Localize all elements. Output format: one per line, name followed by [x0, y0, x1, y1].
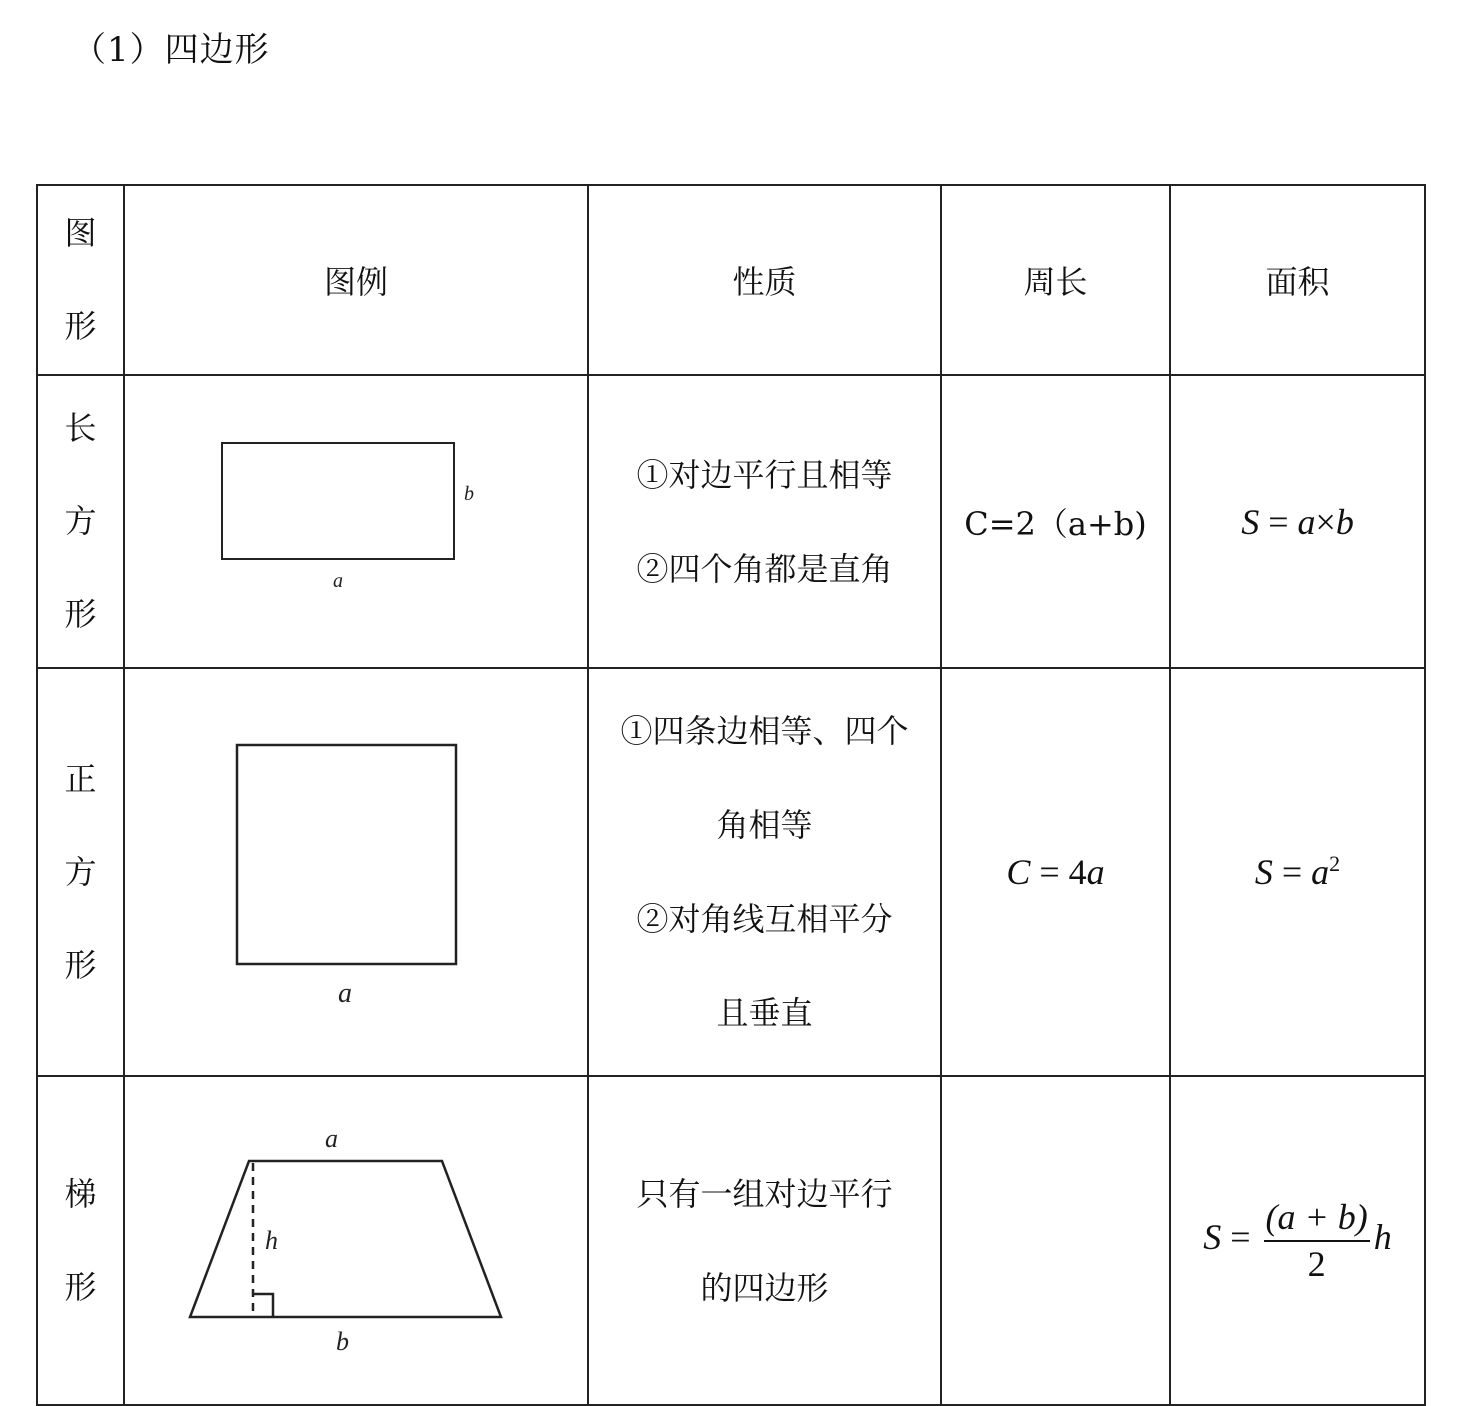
formula-operator: = [1030, 852, 1069, 892]
shape-name-char: 形 [64, 1267, 97, 1306]
property-line: 且垂直 [716, 994, 813, 1032]
formula-symbol: S [1203, 1216, 1222, 1257]
formula-symbol: S [1254, 852, 1273, 892]
height-label-h: h [265, 1226, 278, 1255]
table-row-rectangle [37, 375, 1425, 668]
table-row-trapezoid [37, 1076, 1425, 1405]
formula-symbol: h [1373, 1216, 1392, 1257]
property-cell [588, 1076, 941, 1405]
formula-symbol: a [1086, 852, 1105, 892]
shape-name-char: 方 [64, 852, 97, 891]
formula-fraction [1264, 1196, 1370, 1286]
table-row-square [37, 668, 1425, 1076]
header-perimeter: 周长 [941, 185, 1170, 375]
side-label-a: a [333, 570, 343, 592]
perimeter-formula [1006, 852, 1104, 892]
perimeter-cell [941, 1076, 1170, 1405]
square-shape [237, 745, 456, 964]
area-formula [1241, 502, 1354, 542]
side-label-b: b [464, 483, 474, 505]
figure-cell [124, 668, 588, 1076]
formula-symbol: a [1297, 501, 1316, 542]
figure-cell [124, 1076, 588, 1405]
top-label-a: a [325, 1124, 338, 1153]
perimeter-cell [941, 668, 1170, 1076]
area-cell [1170, 668, 1425, 1076]
formula-number: 4 [1068, 852, 1087, 892]
trapezoid-figure [125, 1077, 589, 1396]
header-example: 图例 [124, 185, 588, 375]
formula-symbol: S [1241, 501, 1260, 542]
shape-name-char: 形 [64, 595, 97, 633]
quadrilateral-table [36, 184, 1426, 1406]
property-line: ②四个角都是直角 [636, 549, 893, 588]
area-cell [1170, 375, 1425, 668]
fraction-numerator: (a + b) [1264, 1196, 1370, 1242]
property-line: 的四边形 [700, 1268, 829, 1307]
rectangle-shape [222, 443, 454, 559]
area-formula [1255, 852, 1340, 892]
shape-name-char: 正 [64, 759, 97, 798]
property-cell [588, 668, 941, 1076]
shape-name-cell [37, 668, 124, 1076]
property-line: ②对角线互相平分 [636, 900, 893, 938]
square-figure [125, 669, 589, 1067]
formula-operator: × [1315, 501, 1336, 542]
shape-name-char: 梯 [64, 1174, 97, 1213]
bottom-label-b: b [336, 1327, 349, 1356]
formula-symbol: b [1335, 501, 1354, 542]
formula-symbol: C [1006, 852, 1031, 892]
perimeter-cell [941, 375, 1170, 668]
area-cell [1170, 1076, 1425, 1405]
header-property: 性质 [588, 185, 941, 375]
header-shape-char: 图 [64, 214, 97, 252]
area-formula [1203, 1196, 1392, 1284]
shape-name-char: 长 [64, 409, 97, 447]
perimeter-formula: C=2（a+b) [964, 504, 1147, 543]
formula-operator: = [1272, 852, 1312, 892]
figure-cell [124, 375, 588, 668]
right-angle-mark [253, 1294, 273, 1317]
header-shape-cell [37, 185, 124, 375]
section-heading: （1）四边形 [72, 30, 270, 70]
side-label-a: a [338, 978, 352, 1009]
formula-exponent: 2 [1329, 851, 1341, 876]
property-line: ①对边平行且相等 [636, 455, 893, 494]
shape-name-cell [37, 375, 124, 668]
formula-operator: = [1221, 1216, 1260, 1257]
header-area: 面积 [1170, 185, 1425, 375]
table-header-row [37, 185, 1425, 375]
property-line: 角相等 [716, 806, 813, 844]
property-cell [588, 375, 941, 668]
property-line: ①四条边相等、四个 [620, 712, 909, 750]
shape-name-char: 形 [64, 945, 97, 984]
formula-symbol: a [1311, 852, 1330, 892]
shape-name-cell [37, 1076, 124, 1405]
property-line: 只有一组对边平行 [636, 1174, 893, 1213]
header-shape-char: 形 [64, 307, 97, 345]
shape-name-char: 方 [64, 502, 97, 540]
rectangle-figure [125, 376, 589, 659]
formula-operator: = [1259, 501, 1298, 542]
fraction-denominator: 2 [1307, 1243, 1326, 1284]
trapezoid-shape [190, 1161, 501, 1317]
